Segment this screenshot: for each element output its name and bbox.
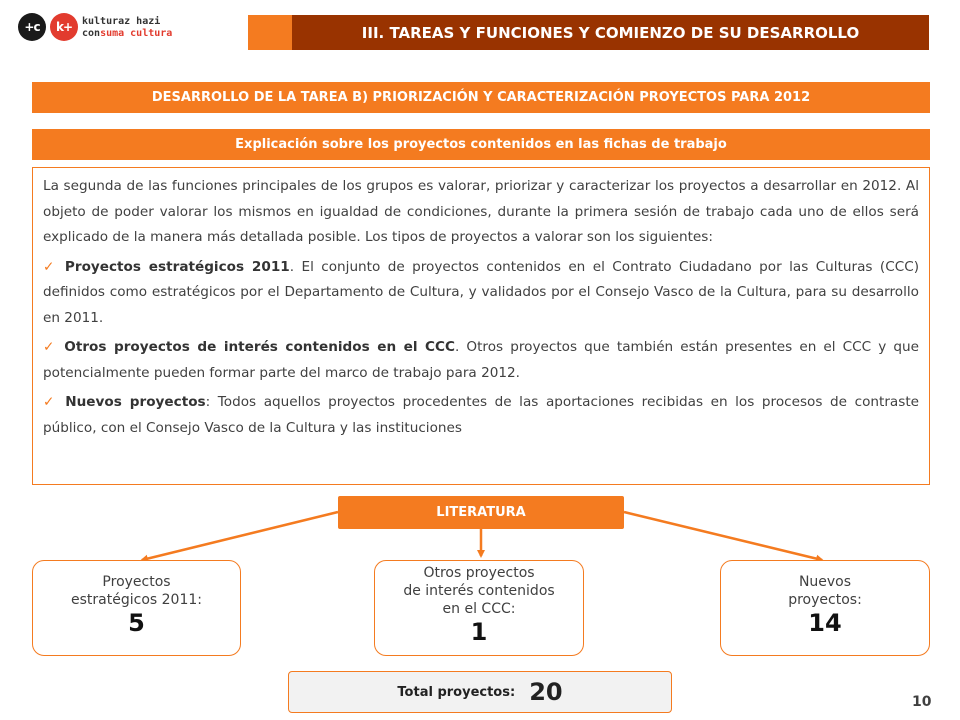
list-item-text: : Todos aquellos proyectos procedentes de las aportaciones recibidas en los procesos de contraste público, con el Consejo Vasco de la Cultura y las instituciones — [43, 394, 920, 436]
check-icon: ✓ — [43, 258, 58, 275]
section-title: III. TAREAS Y FUNCIONES Y COMIENZO DE SU DESARROLLO — [292, 15, 929, 50]
box-count: 5 — [128, 609, 145, 637]
page-number: 10 — [912, 694, 932, 710]
box-label-line: proyectos: — [788, 592, 862, 608]
logo-circle-left: +c — [18, 13, 46, 41]
list-item-bold: Nuevos proyectos — [65, 394, 206, 410]
total-label: Total proyectos: — [397, 684, 516, 700]
task-title-bar: DESARROLLO DE LA TAREA B) PRIORIZACIÓN Y CARACTERIZACIÓN PROYECTOS PARA 2012 — [32, 82, 930, 113]
box-label-line: de interés contenidos — [403, 583, 555, 599]
list-item-bold: Proyectos estratégicos 2011 — [64, 258, 290, 275]
box-count: 1 — [470, 618, 488, 646]
box-label-line: en el CCC: — [442, 601, 516, 617]
logo-line-2a: con — [82, 28, 101, 39]
subtitle-bar: Explicación sobre los proyectos contenidos en las fichas de trabajo — [32, 129, 930, 160]
root-literatura-box: LITERATURA — [338, 496, 624, 529]
logo-circle-right: k+ — [50, 13, 78, 41]
box-label-line: Otros proyectos — [423, 565, 535, 581]
box-label-line: Proyectos — [102, 574, 171, 590]
box-other-projects — [374, 560, 584, 656]
box-strategic-projects — [32, 560, 241, 656]
arrow-left — [142, 512, 338, 560]
check-icon: ✓ — [43, 394, 58, 410]
intro-paragraph: La segunda de las funciones principales de los grupos es valorar, priorizar y caracterizar los proyectos a desarrollar en 2012. Al objeto de poder valorar los mismos en igualdad de condiciones, durante la primera sesión de trabajo cada uno de ellos será explicado de la manera más detallada posible. Los tipos de proyectos a valorar son los siguientes: — [43, 178, 919, 245]
box-new-projects — [720, 560, 930, 656]
list-item-bold: Otros proyectos de interés contenidos en el CCC — [64, 339, 455, 355]
box-count: 14 — [808, 609, 842, 637]
arrow-right — [624, 512, 822, 560]
total-projects-box — [288, 671, 672, 713]
logo-line-2b: suma cultura — [100, 28, 173, 39]
logo-line-1: kulturaz hazi — [82, 16, 161, 27]
list-item-text: . Otros proyectos que también están presentes en el CCC y que potencialmente pueden formar parte del marco de trabajo para 2012. — [43, 339, 919, 381]
box-label-line: Nuevos — [798, 574, 852, 590]
list-item-text: . El conjunto de proyectos contenidos en el Contrato Ciudadano por las Culturas (CCC) definidos como estratégicos por el Departamento de Cultura, y validados por el Consejo Vasco de la Cultura, para su desarrollo en 2011. — [43, 258, 920, 326]
box-label-line: estratégicos 2011: — [71, 592, 202, 608]
total-value: 20 — [529, 678, 563, 706]
check-icon: ✓ — [43, 339, 58, 355]
